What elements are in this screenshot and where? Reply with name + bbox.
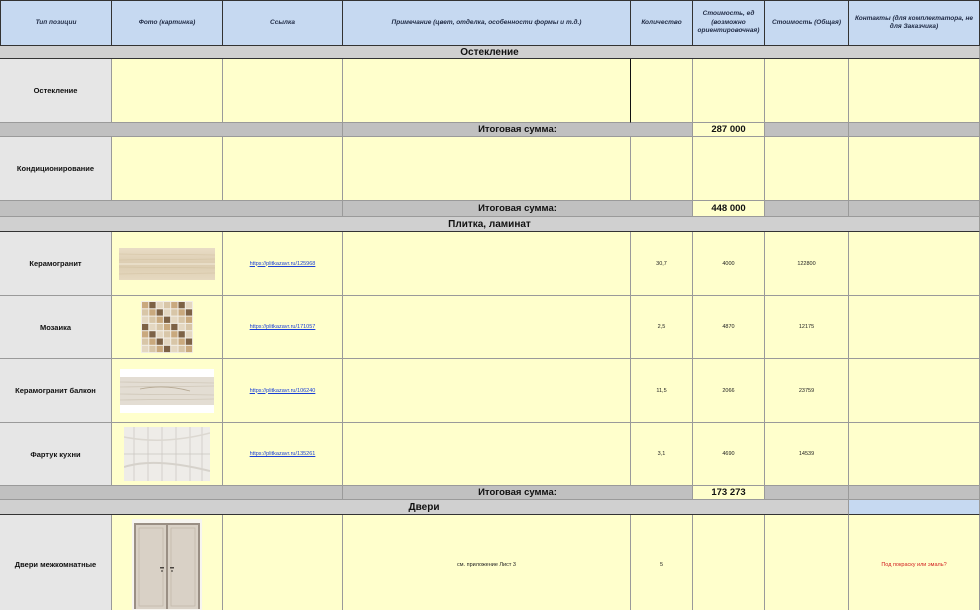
cell-note[interactable] bbox=[343, 232, 631, 296]
cell-total-cost[interactable]: 122800 bbox=[765, 232, 849, 296]
cell-qty[interactable]: 11,5 bbox=[631, 359, 693, 423]
sum-spacer-right[interactable] bbox=[849, 123, 980, 137]
product-link[interactable]: https://plitkazavr.ru/171057 bbox=[249, 324, 316, 330]
cell-contacts[interactable] bbox=[849, 296, 980, 359]
doors-image bbox=[132, 519, 202, 610]
cell-link[interactable] bbox=[223, 59, 343, 123]
cell-contacts[interactable] bbox=[849, 137, 980, 201]
cell-unit-cost[interactable]: 4690 bbox=[693, 423, 765, 486]
table-row-porcelain bbox=[0, 232, 980, 296]
cell-photo[interactable] bbox=[112, 59, 223, 123]
cell-link bbox=[223, 296, 343, 359]
cell-qty[interactable]: 5 bbox=[631, 515, 693, 610]
cell-contacts[interactable] bbox=[849, 232, 980, 296]
section-row-tile bbox=[0, 217, 980, 232]
cell-note[interactable]: см. приложение Лист 3 bbox=[343, 515, 631, 610]
section-title-glazing[interactable]: Остекление bbox=[0, 46, 980, 59]
sum-spacer-right[interactable] bbox=[765, 123, 849, 137]
col-header-note[interactable]: Примечание (цвет, отделка, особенности формы и т.д.) bbox=[343, 1, 631, 46]
cell-unit-cost[interactable]: 4000 bbox=[693, 232, 765, 296]
balcony-tile-image bbox=[120, 369, 214, 413]
cell-note[interactable] bbox=[343, 296, 631, 359]
cell-type[interactable]: Остекление bbox=[0, 59, 112, 123]
cell-photo[interactable] bbox=[112, 359, 223, 423]
sum-value[interactable]: 448 000 bbox=[693, 201, 765, 217]
table-row-mosaic bbox=[0, 296, 980, 359]
product-link[interactable]: https://plitkazavr.ru/135261 bbox=[249, 451, 316, 457]
cell-total-cost[interactable]: 23759 bbox=[765, 359, 849, 423]
cell-link bbox=[223, 423, 343, 486]
cell-qty[interactable]: 30,7 bbox=[631, 232, 693, 296]
table-row-doors bbox=[0, 515, 980, 610]
table-row-balcony bbox=[0, 359, 980, 423]
cell-qty[interactable] bbox=[631, 137, 693, 201]
cell-link bbox=[223, 232, 343, 296]
cell-note[interactable] bbox=[343, 359, 631, 423]
sum-row-glazing bbox=[0, 123, 980, 137]
cell-total-cost[interactable] bbox=[765, 137, 849, 201]
col-header-type[interactable]: Тип позиции bbox=[0, 1, 112, 46]
cell-unit-cost[interactable] bbox=[693, 137, 765, 201]
sum-row-tile bbox=[0, 486, 980, 500]
cell-photo[interactable] bbox=[112, 137, 223, 201]
sum-label[interactable]: Итоговая сумма: bbox=[343, 123, 693, 137]
sum-spacer-right[interactable] bbox=[765, 486, 849, 500]
cell-contacts[interactable] bbox=[849, 359, 980, 423]
cell-type[interactable]: Двери межкомнатные bbox=[0, 515, 112, 610]
col-header-qty[interactable]: Количество bbox=[631, 1, 693, 46]
section-title-tile[interactable]: Плитка, ламинат bbox=[0, 217, 980, 232]
sum-spacer[interactable] bbox=[0, 123, 343, 137]
cell-photo[interactable] bbox=[112, 423, 223, 486]
cell-unit-cost[interactable]: 2066 bbox=[693, 359, 765, 423]
sum-spacer-right[interactable] bbox=[849, 201, 980, 217]
sum-label[interactable]: Итоговая сумма: bbox=[343, 201, 693, 217]
cell-unit-cost[interactable] bbox=[693, 515, 765, 610]
col-header-contacts[interactable]: Контакты (для комплектатора, не для Заказчика) bbox=[849, 1, 980, 46]
col-header-photo[interactable]: Фото (картинка) bbox=[112, 1, 223, 46]
table-row-glazing bbox=[0, 59, 980, 123]
cell-contacts[interactable] bbox=[849, 423, 980, 486]
cell-type[interactable]: Кондиционирование bbox=[0, 137, 112, 201]
cell-qty[interactable] bbox=[631, 59, 693, 123]
cell-type[interactable]: Мозаика bbox=[0, 296, 112, 359]
cell-type[interactable]: Фартук кухни bbox=[0, 423, 112, 486]
col-header-total-cost[interactable]: Стоимость (Общая) bbox=[765, 1, 849, 46]
sum-spacer[interactable] bbox=[0, 486, 343, 500]
section-title-doors[interactable]: Двери bbox=[0, 500, 849, 515]
cell-type[interactable]: Керамогранит bbox=[0, 232, 112, 296]
cell-note[interactable] bbox=[343, 59, 631, 123]
mosaic-tile-image bbox=[141, 301, 193, 353]
sum-value[interactable]: 173 273 bbox=[693, 486, 765, 500]
section-doors-contacts[interactable] bbox=[849, 500, 980, 515]
cell-photo[interactable] bbox=[112, 232, 223, 296]
sum-spacer[interactable] bbox=[0, 201, 343, 217]
col-header-unit-cost[interactable]: Стоимость, ед (возможно ориентировочная) bbox=[693, 1, 765, 46]
cell-total-cost[interactable] bbox=[765, 515, 849, 610]
table-row-ac bbox=[0, 137, 980, 201]
sum-row-ac bbox=[0, 201, 980, 217]
sum-label[interactable]: Итоговая сумма: bbox=[343, 486, 693, 500]
apron-tile-image bbox=[124, 427, 210, 481]
col-header-link[interactable]: Ссылка bbox=[223, 1, 343, 46]
cell-note[interactable] bbox=[343, 423, 631, 486]
product-link[interactable]: https://plitkazavr.ru/125968 bbox=[249, 260, 316, 267]
cell-link[interactable] bbox=[223, 515, 343, 610]
section-row-doors bbox=[0, 500, 980, 515]
cell-unit-cost[interactable]: 4870 bbox=[693, 296, 765, 359]
cell-link bbox=[223, 359, 343, 423]
product-link[interactable]: https://plitkazavr.ru/106240 bbox=[249, 387, 316, 394]
section-row-glazing bbox=[0, 46, 980, 59]
cell-note[interactable] bbox=[343, 137, 631, 201]
sum-spacer-right[interactable] bbox=[849, 486, 980, 500]
porcelain-tile-image bbox=[119, 248, 215, 280]
cell-qty[interactable]: 3,1 bbox=[631, 423, 693, 486]
cell-total-cost[interactable]: 12175 bbox=[765, 296, 849, 359]
cell-photo[interactable] bbox=[112, 515, 223, 610]
sum-spacer-right[interactable] bbox=[765, 201, 849, 217]
cell-photo[interactable] bbox=[112, 296, 223, 359]
cell-qty[interactable]: 2,5 bbox=[631, 296, 693, 359]
contact-note[interactable]: Под покраску или эмаль? bbox=[881, 561, 947, 568]
sum-value[interactable]: 287 000 bbox=[693, 123, 765, 137]
cell-total-cost[interactable] bbox=[765, 59, 849, 123]
cell-type[interactable]: Керамогранит балкон bbox=[0, 359, 112, 423]
cell-total-cost[interactable]: 14539 bbox=[765, 423, 849, 486]
cell-unit-cost[interactable] bbox=[693, 59, 765, 123]
cell-link[interactable] bbox=[223, 137, 343, 201]
header-row bbox=[0, 0, 980, 46]
table-row-apron bbox=[0, 423, 980, 486]
cell-contacts[interactable] bbox=[849, 59, 980, 123]
cell-contacts bbox=[849, 515, 980, 610]
